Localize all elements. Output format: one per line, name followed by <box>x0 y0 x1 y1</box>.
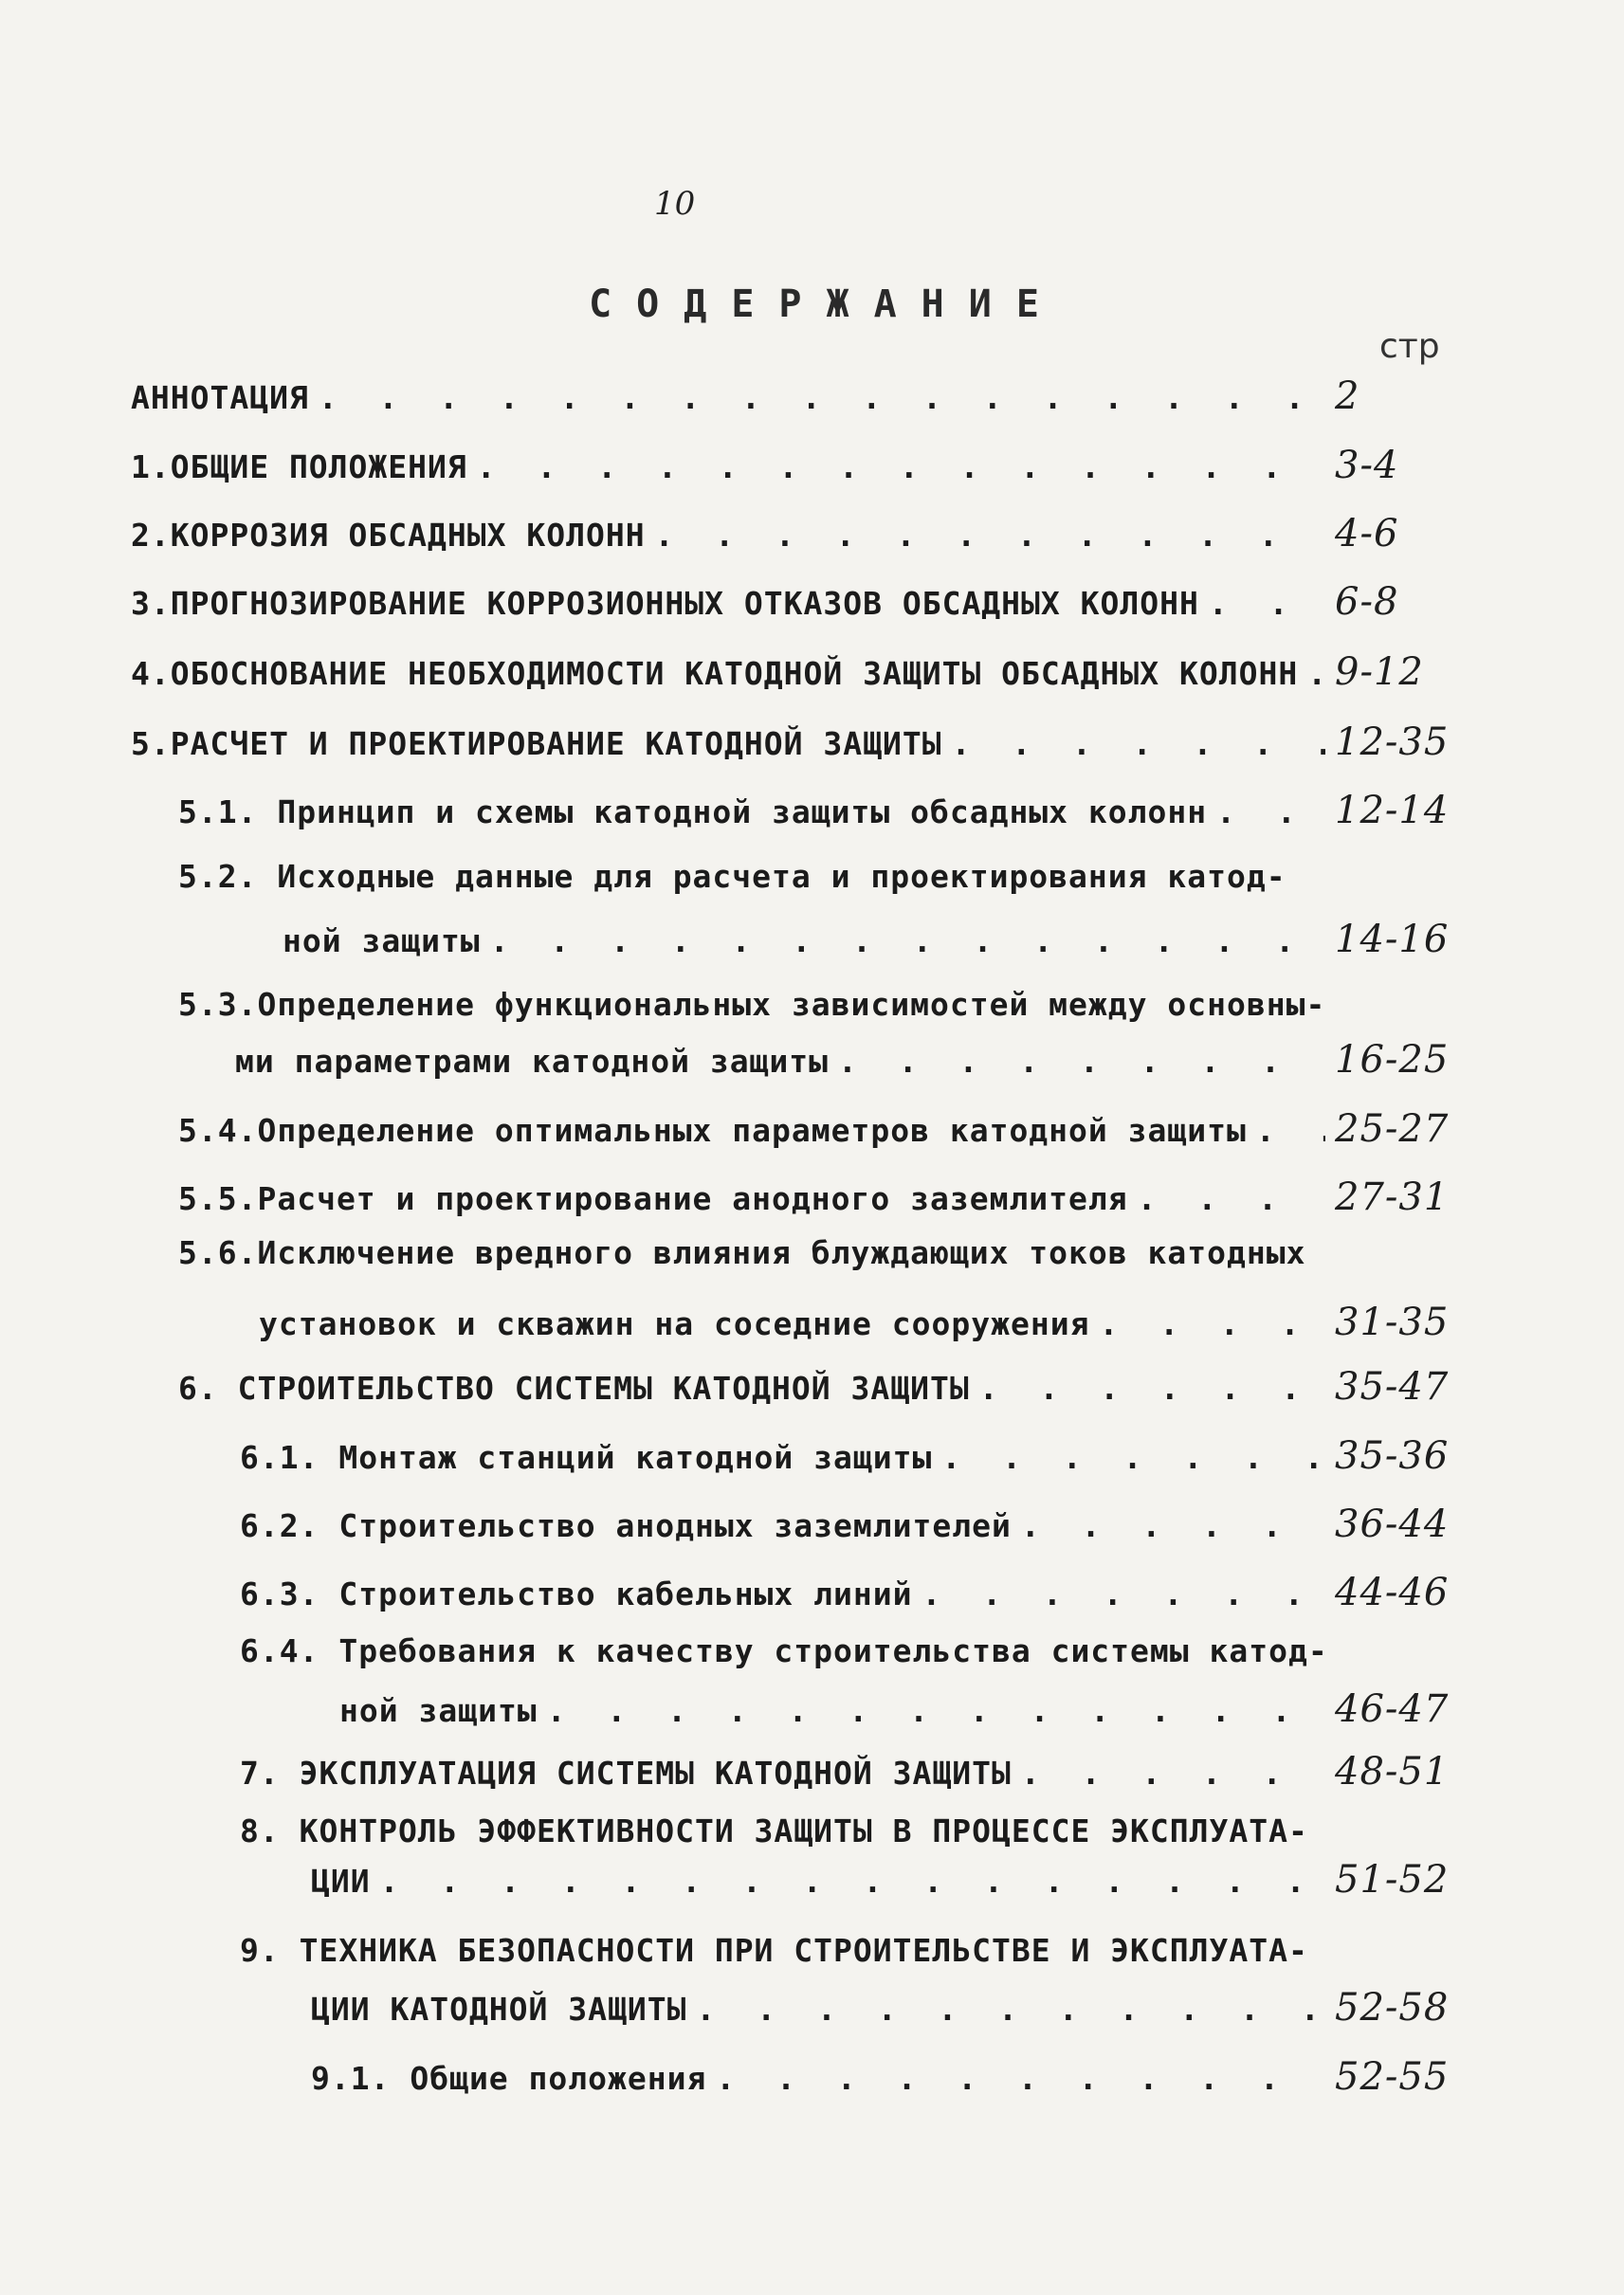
toc-entry <box>178 1175 1477 1219</box>
toc-entry-title-line1: 9. ТЕХНИКА БЕЗОПАСНОСТИ ПРИ СТРОИТЕЛЬСТВЕ И ЭКСПЛУАТА- <box>240 1932 1308 1969</box>
toc-entry-pages: 31-35 <box>1335 1301 1450 1344</box>
toc-entry-title: 9.1. Общие положения <box>311 2060 707 2097</box>
toc-entry-pages: 9-12 <box>1335 650 1424 694</box>
leader-dots <box>1307 655 1325 692</box>
toc-entry <box>178 789 1477 832</box>
toc-entry <box>339 1687 1477 1731</box>
leader-dots <box>1099 1305 1325 1342</box>
toc-entry-title: 5.4.Определение оптимальных параметров катодной защиты <box>178 1112 1247 1149</box>
page-number: 10 <box>654 185 696 223</box>
leader-dots <box>1138 1180 1325 1217</box>
toc-entry-pages: 46-47 <box>1335 1687 1450 1731</box>
toc-entry-pages: 4-6 <box>1335 512 1399 556</box>
toc-entry <box>259 1301 1477 1344</box>
toc-entry-title: АННОТАЦИЯ <box>131 379 309 416</box>
toc-entry <box>240 1434 1477 1478</box>
leader-dots <box>922 1576 1325 1612</box>
leader-dots <box>838 1043 1325 1080</box>
toc-entry-title: 6.2. Строительство анодных заземлителей <box>240 1507 1012 1544</box>
toc-entry <box>311 2055 1477 2099</box>
toc-entry-title: ной защиты <box>283 922 481 959</box>
toc-entry-pages: 16-25 <box>1335 1038 1450 1082</box>
toc-entry <box>178 1107 1477 1151</box>
leader-dots <box>1021 1755 1325 1792</box>
leader-dots <box>1209 585 1325 622</box>
toc-entry-pages: 2 <box>1335 374 1360 418</box>
leader-dots <box>979 1370 1325 1407</box>
toc-entry-title: 3.ПРОГНОЗИРОВАНИЕ КОРРОЗИОННЫХ ОТКАЗОВ ОБСАДНЫХ КОЛОНН <box>131 585 1199 622</box>
toc-entry-title-line1: 6.4. Требования к качеству строительства системы катод- <box>240 1632 1328 1669</box>
leader-dots <box>547 1692 1325 1729</box>
toc-entry-title: 2.КОРРОЗИЯ ОБСАДНЫХ КОЛОНН <box>131 517 646 554</box>
toc-entry-pages: 3-4 <box>1335 444 1399 487</box>
toc-entry-title: ной защиты <box>339 1692 538 1729</box>
toc-entry-pages: 36-44 <box>1335 1503 1450 1546</box>
toc-entry <box>131 650 1477 694</box>
toc-entry <box>311 1858 1477 1902</box>
toc-entry-title: 6.1. Монтаж станций катодной защиты <box>240 1439 933 1476</box>
leader-dots <box>941 1439 1325 1476</box>
toc-entry-title: 7. ЭКСПЛУАТАЦИЯ СИСТЕМЫ КАТОДНОЙ ЗАЩИТЫ <box>240 1755 1012 1792</box>
toc-entry <box>283 918 1477 961</box>
leader-dots <box>1216 793 1325 830</box>
toc-entry <box>178 1365 1477 1409</box>
leader-dots <box>697 1991 1326 2028</box>
toc-entry-pages: 12-14 <box>1335 789 1450 832</box>
toc-entry-title-line1: 5.3.Определение функциональных зависимостей между основны- <box>178 986 1326 1023</box>
page-column-label: стр <box>1379 327 1440 366</box>
toc-entry-pages: 52-55 <box>1335 2055 1450 2099</box>
toc-entry-title: установок и скважин на соседние сооружения <box>259 1305 1090 1342</box>
toc-entry-pages: 25-27 <box>1335 1107 1450 1151</box>
leader-dots <box>716 2060 1325 2097</box>
toc-entry-pages: 35-47 <box>1335 1365 1450 1409</box>
leader-dots <box>655 517 1325 554</box>
page-title: СОДЕРЖАНИЕ <box>589 282 1064 326</box>
toc-entry-pages: 6-8 <box>1335 580 1399 624</box>
leader-dots <box>319 379 1325 416</box>
toc-entry <box>235 1038 1477 1082</box>
toc-entry-pages: 48-51 <box>1335 1750 1450 1794</box>
leader-dots <box>380 1863 1325 1900</box>
toc-entry-title-line1: 8. КОНТРОЛЬ ЭФФЕКТИВНОСТИ ЗАЩИТЫ В ПРОЦЕССЕ ЭКСПЛУАТА- <box>240 1812 1308 1849</box>
toc-entry-title: 5.1. Принцип и схемы катодной защиты обсадных колонн <box>178 793 1208 830</box>
toc-entry <box>131 512 1477 556</box>
toc-entry <box>240 1750 1477 1794</box>
toc-entry-pages: 44-46 <box>1335 1571 1450 1614</box>
toc-entry-title: ЦИИ <box>311 1863 371 1900</box>
toc-entry-pages: 27-31 <box>1335 1175 1450 1219</box>
toc-entry-title: 5.РАСЧЕТ И ПРОЕКТИРОВАНИЕ КАТОДНОЙ ЗАЩИТЫ <box>131 725 942 762</box>
toc-entry-pages: 51-52 <box>1335 1858 1450 1902</box>
toc-entry-pages: 35-36 <box>1335 1434 1450 1478</box>
toc-entry <box>240 1571 1477 1614</box>
toc-entry-title: 6. СТРОИТЕЛЬСТВО СИСТЕМЫ КАТОДНОЙ ЗАЩИТЫ <box>178 1370 970 1407</box>
toc-entry <box>311 1986 1477 2030</box>
leader-dots <box>477 448 1325 485</box>
toc-entry-title: 6.3. Строительство кабельных линий <box>240 1576 913 1612</box>
toc-entry <box>131 720 1477 764</box>
toc-entry-pages: 52-58 <box>1335 1986 1450 2030</box>
toc-entry-title: ми параметрами катодной защиты <box>235 1043 830 1080</box>
leader-dots <box>1256 1112 1325 1149</box>
toc-entry-title: 4.ОБОСНОВАНИЕ НЕОБХОДИМОСТИ КАТОДНОЙ ЗАЩИТЫ ОБСАДНЫХ КОЛОНН <box>131 655 1299 692</box>
toc-entry-pages: 14-16 <box>1335 918 1450 961</box>
toc-entry-title: 1.ОБЩИЕ ПОЛОЖЕНИЯ <box>131 448 467 485</box>
toc-entry-title-line1: 5.6.Исключение вредного влияния блуждающих токов катодных <box>178 1234 1306 1271</box>
toc-entry-title: ЦИИ КАТОДНОЙ ЗАЩИТЫ <box>311 1991 687 2028</box>
toc-entry-title-line1: 5.2. Исходные данные для расчета и проектирования катод- <box>178 858 1286 895</box>
toc-entry <box>131 444 1477 487</box>
toc-entry <box>240 1503 1477 1546</box>
leader-dots <box>490 922 1325 959</box>
toc-entry-pages: 12-35 <box>1335 720 1450 764</box>
leader-dots <box>1021 1507 1325 1544</box>
toc-entry <box>131 374 1477 418</box>
leader-dots <box>952 725 1325 762</box>
toc-entry-title: 5.5.Расчет и проектирование анодного заземлителя <box>178 1180 1128 1217</box>
toc-entry <box>131 580 1477 624</box>
